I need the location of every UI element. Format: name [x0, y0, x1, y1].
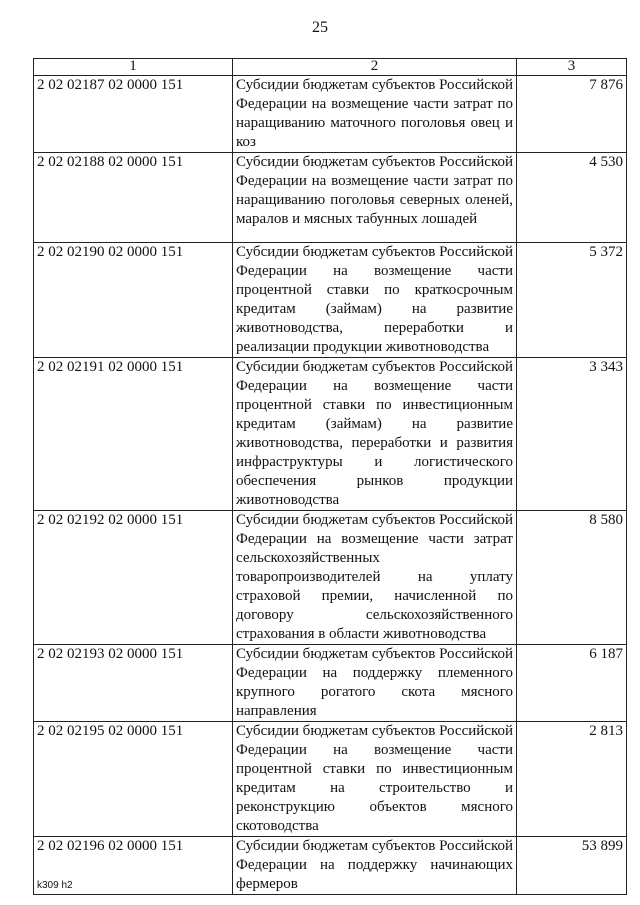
column-header-amount: 3	[517, 59, 627, 76]
budget-code: 2 02 02188 02 0000 151	[34, 153, 233, 243]
budget-code: 2 02 02187 02 0000 151	[34, 76, 233, 153]
column-header-description: 2	[233, 59, 517, 76]
amount: 3 343	[517, 358, 627, 511]
budget-code: 2 02 02193 02 0000 151	[34, 645, 233, 722]
subsidy-description: Субсидии бюджетам субъектов Российской Федерации на возмещение части процентной ставки по краткосрочным кредитам (займам) на развитие животноводства, переработки и реализации продукции животноводства	[233, 243, 517, 358]
budget-code: 2 02 02191 02 0000 151	[34, 358, 233, 511]
table-header-row	[34, 59, 627, 76]
subsidy-description: Субсидии бюджетам субъектов Российской Федерации на возмещение части затрат по наращиванию маточного поголовья овец и коз	[233, 76, 517, 153]
column-header-code: 1	[34, 59, 233, 76]
table-row	[34, 243, 627, 358]
budget-code: 2 02 02195 02 0000 151	[34, 722, 233, 837]
page-number: 25	[312, 19, 328, 36]
budget-code: 2 02 02192 02 0000 151	[34, 511, 233, 645]
budget-code: 2 02 02196 02 0000 151	[34, 837, 233, 895]
amount: 5 372	[517, 243, 627, 358]
subsidy-description: Субсидии бюджетам субъектов Российской Федерации на возмещение части процентной ставки по инвестиционным кредитам на строительство и реконструкцию объектов мясного скотоводства	[233, 722, 517, 837]
table-row	[34, 511, 627, 645]
footer-document-code: k309 h2	[37, 880, 73, 891]
table-row	[34, 645, 627, 722]
subsidy-description: Субсидии бюджетам субъектов Российской Федерации на возмещение части процентной ставки по инвестиционным кредитам (займам) на развитие животноводства, переработки и развития инфраструктуры и логистического обеспечения рынков продукции животноводства	[233, 358, 517, 511]
amount: 7 876	[517, 76, 627, 153]
subsidy-description: Субсидии бюджетам субъектов Российской Федерации на поддержку племенного крупного рогатого скота мясного направления	[233, 645, 517, 722]
amount: 2 813	[517, 722, 627, 837]
table-row	[34, 722, 627, 837]
table-row	[34, 358, 627, 511]
amount: 8 580	[517, 511, 627, 645]
amount: 6 187	[517, 645, 627, 722]
amount: 4 530	[517, 153, 627, 243]
table-row	[34, 76, 627, 153]
table-row	[34, 837, 627, 895]
budget-code: 2 02 02190 02 0000 151	[34, 243, 233, 358]
subsidy-description: Субсидии бюджетам субъектов Российской Федерации на поддержку начинающих фермеров	[233, 837, 517, 895]
budget-table	[33, 58, 627, 895]
subsidy-description: Субсидии бюджетам субъектов Российской Федерации на возмещение части затрат сельскохозяйственных товаропроизводителей на уплату страховой премии, начисленной по договору сельскохозяйственного страхования в области животноводства	[233, 511, 517, 645]
subsidy-description: Субсидии бюджетам субъектов Российской Федерации на возмещение части затрат по наращиванию поголовья северных оленей, маралов и мясных табунных лошадей	[233, 153, 517, 243]
amount: 53 899	[517, 837, 627, 895]
table-row	[34, 153, 627, 243]
